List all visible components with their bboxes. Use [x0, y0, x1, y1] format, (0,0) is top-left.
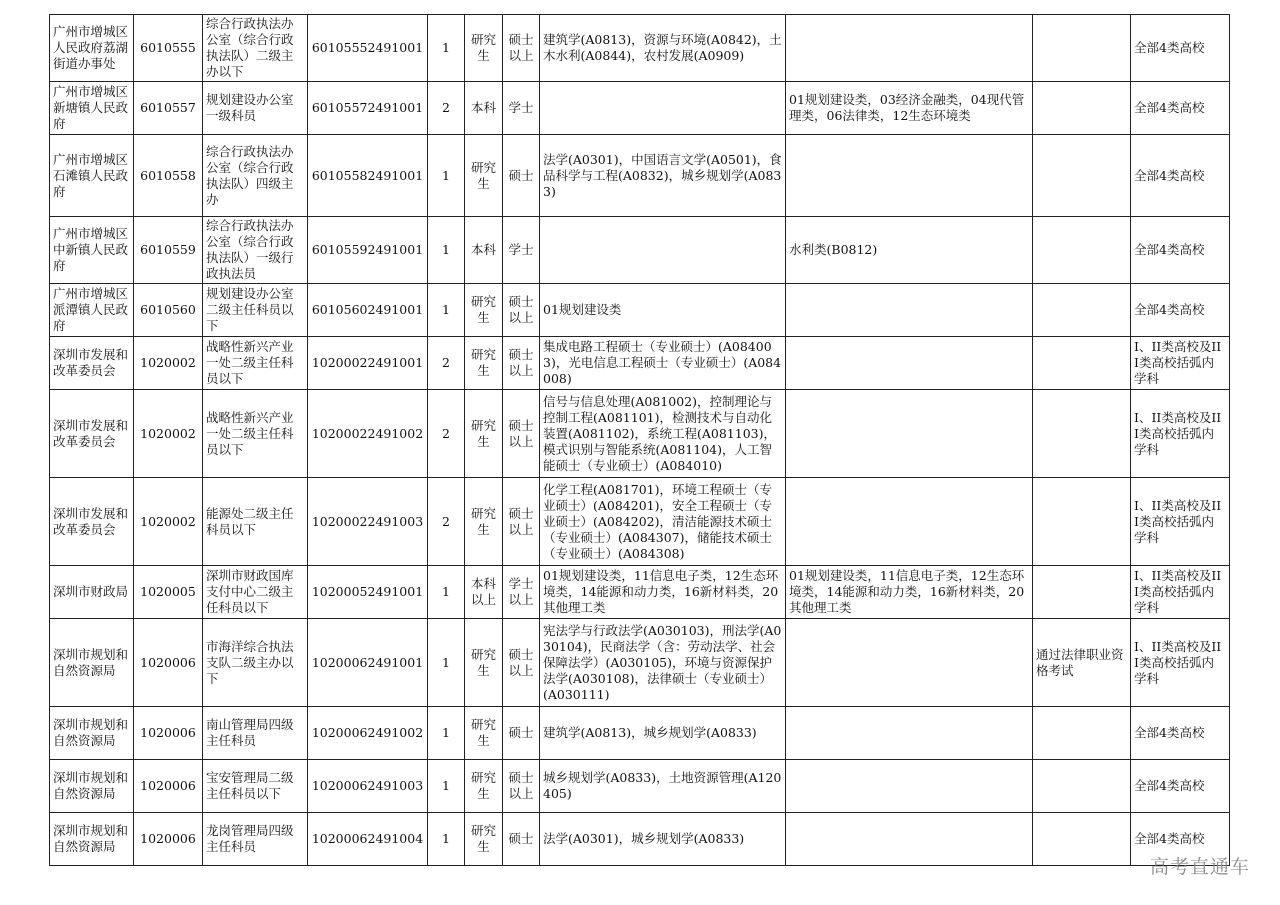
- table-row: [50, 217, 1230, 284]
- education-cell: 研究生: [465, 15, 503, 82]
- education-cell: 研究生: [465, 760, 503, 813]
- other-requirement-cell: [1033, 284, 1131, 337]
- org-cell: 深圳市规划和自然资源局: [50, 813, 134, 866]
- other-requirement-cell: [1033, 217, 1131, 284]
- table-row: [50, 707, 1230, 760]
- graduate-major-cell: [540, 82, 786, 135]
- position-id-cell: 10200062491004: [308, 813, 428, 866]
- school-category-cell: 全部4类高校: [1131, 217, 1230, 284]
- headcount-cell: 1: [428, 707, 465, 760]
- education-cell: 研究生: [465, 707, 503, 760]
- position-id-cell: 10200022491001: [308, 337, 428, 390]
- school-category-cell: 全部4类高校: [1131, 813, 1230, 866]
- undergraduate-major-cell: 水利类(B0812): [786, 217, 1033, 284]
- school-category-cell: 全部4类高校: [1131, 135, 1230, 217]
- other-requirement-cell: [1033, 478, 1131, 566]
- degree-cell: 硕士: [503, 135, 540, 217]
- headcount-cell: 2: [428, 337, 465, 390]
- code-cell: 1020006: [134, 619, 203, 707]
- org-cell: 广州市增城区派潭镇人民政府: [50, 284, 134, 337]
- headcount-cell: 1: [428, 15, 465, 82]
- headcount-cell: 1: [428, 284, 465, 337]
- position-id-cell: 60105552491001: [308, 15, 428, 82]
- degree-cell: 硕士以上: [503, 337, 540, 390]
- headcount-cell: 1: [428, 813, 465, 866]
- position-id-cell: 60105572491001: [308, 82, 428, 135]
- table-row: [50, 390, 1230, 478]
- other-requirement-cell: [1033, 760, 1131, 813]
- position-id-cell: 60105592491001: [308, 217, 428, 284]
- position-id-cell: 10200062491001: [308, 619, 428, 707]
- headcount-cell: 1: [428, 217, 465, 284]
- org-cell: 深圳市财政局: [50, 566, 134, 619]
- education-cell: 研究生: [465, 619, 503, 707]
- post-cell: 战略性新兴产业一处二级主任科员以下: [203, 390, 308, 478]
- org-cell: 广州市增城区中新镇人民政府: [50, 217, 134, 284]
- school-category-cell: 全部4类高校: [1131, 15, 1230, 82]
- post-cell: 龙岗管理局四级主任科员: [203, 813, 308, 866]
- code-cell: 1020002: [134, 478, 203, 566]
- degree-cell: 硕士以上: [503, 760, 540, 813]
- watermark-text: 高考直通车: [1149, 856, 1250, 878]
- position-id-cell: 60105602491001: [308, 284, 428, 337]
- school-category-cell: 全部4类高校: [1131, 760, 1230, 813]
- education-cell: 研究生: [465, 390, 503, 478]
- code-cell: 6010555: [134, 15, 203, 82]
- job-listing-table: [49, 14, 1230, 866]
- code-cell: 1020002: [134, 337, 203, 390]
- undergraduate-major-cell: [786, 478, 1033, 566]
- org-cell: 深圳市规划和自然资源局: [50, 760, 134, 813]
- post-cell: 综合行政执法办公室（综合行政执法队）四级主办: [203, 135, 308, 217]
- table-row: [50, 619, 1230, 707]
- school-category-cell: I、II类高校及III类高校括弧内学科: [1131, 566, 1230, 619]
- code-cell: 6010559: [134, 217, 203, 284]
- other-requirement-cell: [1033, 337, 1131, 390]
- undergraduate-major-cell: [786, 760, 1033, 813]
- school-category-cell: I、II类高校及III类高校括弧内学科: [1131, 390, 1230, 478]
- post-cell: 规划建设办公室一级科员: [203, 82, 308, 135]
- degree-cell: 硕士以上: [503, 15, 540, 82]
- other-requirement-cell: [1033, 813, 1131, 866]
- degree-cell: 硕士以上: [503, 478, 540, 566]
- graduate-major-cell: 01规划建设类，11信息电子类，12生态环境类，14能源和动力类，16新材料类，20其他理工类: [540, 566, 786, 619]
- education-cell: 研究生: [465, 284, 503, 337]
- school-category-cell: I、II类高校及III类高校括弧内学科: [1131, 619, 1230, 707]
- graduate-major-cell: 集成电路工程硕士（专业硕士）(A084003)，光电信息工程硕士（专业硕士）(A084008): [540, 337, 786, 390]
- code-cell: 1020006: [134, 707, 203, 760]
- undergraduate-major-cell: [786, 619, 1033, 707]
- org-cell: 深圳市规划和自然资源局: [50, 707, 134, 760]
- degree-cell: 硕士以上: [503, 390, 540, 478]
- headcount-cell: 1: [428, 760, 465, 813]
- headcount-cell: 2: [428, 390, 465, 478]
- code-cell: 6010560: [134, 284, 203, 337]
- org-cell: 深圳市规划和自然资源局: [50, 619, 134, 707]
- graduate-major-cell: 宪法学与行政法学(A030103)，刑法学(A030104)，民商法学（含：劳动法学、社会保障法学）(A030105)，环境与资源保护法学(A030108)，法律硕士（专业硕士）(A030111): [540, 619, 786, 707]
- other-requirement-cell: [1033, 707, 1131, 760]
- graduate-major-cell: 建筑学(A0813)，城乡规划学(A0833): [540, 707, 786, 760]
- post-cell: 深圳市财政国库支付中心二级主任科员以下: [203, 566, 308, 619]
- education-cell: 研究生: [465, 135, 503, 217]
- code-cell: 6010557: [134, 82, 203, 135]
- degree-cell: 学士: [503, 217, 540, 284]
- table-row: [50, 284, 1230, 337]
- graduate-major-cell: 化学工程(A081701)，环境工程硕士（专业硕士）(A084201)，安全工程硕士（专业硕士）(A084202)，清洁能源技术硕士（专业硕士）(A084307)，储能技术硕士（专业硕士）(A084308): [540, 478, 786, 566]
- headcount-cell: 2: [428, 82, 465, 135]
- education-cell: 本科以上: [465, 566, 503, 619]
- post-cell: 宝安管理局二级主任科员以下: [203, 760, 308, 813]
- degree-cell: 硕士以上: [503, 284, 540, 337]
- education-cell: 本科: [465, 82, 503, 135]
- table-row: [50, 135, 1230, 217]
- undergraduate-major-cell: [786, 135, 1033, 217]
- post-cell: 能源处二级主任科员以下: [203, 478, 308, 566]
- education-cell: 研究生: [465, 813, 503, 866]
- school-category-cell: 全部4类高校: [1131, 82, 1230, 135]
- other-requirement-cell: [1033, 390, 1131, 478]
- org-cell: 深圳市发展和改革委员会: [50, 478, 134, 566]
- position-id-cell: 10200062491003: [308, 760, 428, 813]
- org-cell: 深圳市发展和改革委员会: [50, 337, 134, 390]
- undergraduate-major-cell: 01规划建设类，11信息电子类，12生态环境类，14能源和动力类，16新材料类，20其他理工类: [786, 566, 1033, 619]
- table-row: [50, 813, 1230, 866]
- post-cell: 综合行政执法办公室（综合行政执法队）一级行政执法员: [203, 217, 308, 284]
- code-cell: 1020006: [134, 813, 203, 866]
- headcount-cell: 1: [428, 619, 465, 707]
- code-cell: 1020006: [134, 760, 203, 813]
- school-category-cell: 全部4类高校: [1131, 284, 1230, 337]
- other-requirement-cell: 通过法律职业资格考试: [1033, 619, 1131, 707]
- graduate-major-cell: 城乡规划学(A0833)，土地资源管理(A120405): [540, 760, 786, 813]
- graduate-major-cell: 01规划建设类: [540, 284, 786, 337]
- degree-cell: 硕士以上: [503, 619, 540, 707]
- org-cell: 广州市增城区石滩镇人民政府: [50, 135, 134, 217]
- education-cell: 研究生: [465, 478, 503, 566]
- degree-cell: 学士以上: [503, 566, 540, 619]
- degree-cell: 硕士: [503, 707, 540, 760]
- undergraduate-major-cell: [786, 337, 1033, 390]
- undergraduate-major-cell: [786, 707, 1033, 760]
- graduate-major-cell: 信号与信息处理(A081002)，控制理论与控制工程(A081101)，检测技术与自动化装置(A081102)，系统工程(A081103)，模式识别与智能系统(A081104)，人工智能硕士（专业硕士）(A084010): [540, 390, 786, 478]
- degree-cell: 硕士: [503, 813, 540, 866]
- other-requirement-cell: [1033, 135, 1131, 217]
- code-cell: 1020005: [134, 566, 203, 619]
- graduate-major-cell: 法学(A0301)，中国语言文学(A0501)，食品科学与工程(A0832)，城乡规划学(A0833): [540, 135, 786, 217]
- code-cell: 6010558: [134, 135, 203, 217]
- graduate-major-cell: 建筑学(A0813)，资源与环境(A0842)，土木水利(A0844)，农村发展(A0909): [540, 15, 786, 82]
- post-cell: 综合行政执法办公室（综合行政执法队）二级主办以下: [203, 15, 308, 82]
- education-cell: 研究生: [465, 337, 503, 390]
- other-requirement-cell: [1033, 566, 1131, 619]
- other-requirement-cell: [1033, 82, 1131, 135]
- post-cell: 南山管理局四级主任科员: [203, 707, 308, 760]
- undergraduate-major-cell: [786, 390, 1033, 478]
- position-id-cell: 60105582491001: [308, 135, 428, 217]
- headcount-cell: 1: [428, 135, 465, 217]
- table-row: [50, 337, 1230, 390]
- undergraduate-major-cell: [786, 284, 1033, 337]
- position-id-cell: 10200022491003: [308, 478, 428, 566]
- other-requirement-cell: [1033, 15, 1131, 82]
- code-cell: 1020002: [134, 390, 203, 478]
- undergraduate-major-cell: [786, 15, 1033, 82]
- table-row: [50, 760, 1230, 813]
- school-category-cell: I、II类高校及III类高校括弧内学科: [1131, 337, 1230, 390]
- position-id-cell: 10200022491002: [308, 390, 428, 478]
- undergraduate-major-cell: 01规划建设类，03经济金融类，04现代管理类，06法律类，12生态环境类: [786, 82, 1033, 135]
- org-cell: 广州市增城区新塘镇人民政府: [50, 82, 134, 135]
- education-cell: 本科: [465, 217, 503, 284]
- table-row: [50, 478, 1230, 566]
- org-cell: 广州市增城区人民政府荔湖街道办事处: [50, 15, 134, 82]
- post-cell: 战略性新兴产业一处二级主任科员以下: [203, 337, 308, 390]
- post-cell: 规划建设办公室二级主任科员以下: [203, 284, 308, 337]
- headcount-cell: 1: [428, 566, 465, 619]
- school-category-cell: 全部4类高校: [1131, 707, 1230, 760]
- graduate-major-cell: 法学(A0301)，城乡规划学(A0833): [540, 813, 786, 866]
- undergraduate-major-cell: [786, 813, 1033, 866]
- org-cell: 深圳市发展和改革委员会: [50, 390, 134, 478]
- table-row: [50, 15, 1230, 82]
- headcount-cell: 2: [428, 478, 465, 566]
- position-id-cell: 10200062491002: [308, 707, 428, 760]
- post-cell: 市海洋综合执法支队二级主办以下: [203, 619, 308, 707]
- position-id-cell: 10200052491001: [308, 566, 428, 619]
- school-category-cell: I、II类高校及III类高校括弧内学科: [1131, 478, 1230, 566]
- degree-cell: 学士: [503, 82, 540, 135]
- table-row: [50, 82, 1230, 135]
- graduate-major-cell: [540, 217, 786, 284]
- table-row: [50, 566, 1230, 619]
